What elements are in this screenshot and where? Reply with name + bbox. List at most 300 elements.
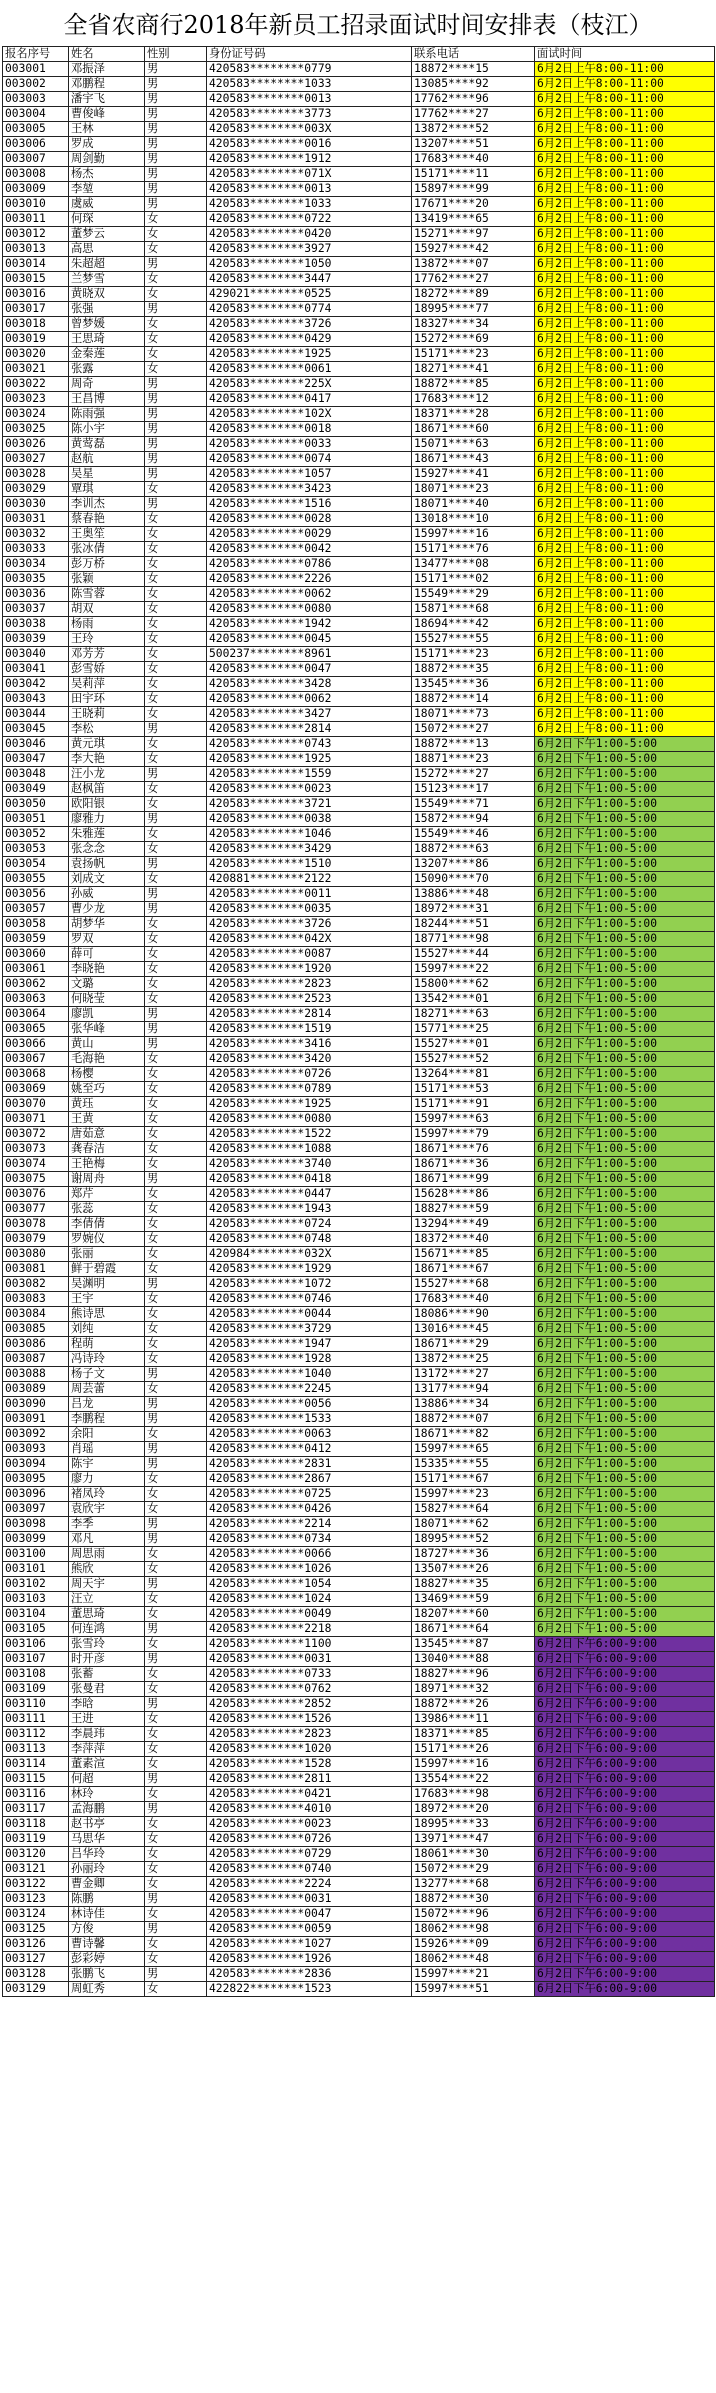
gender-cell: 女 — [145, 617, 207, 632]
id-cell: 003060 — [3, 947, 69, 962]
interview-time-cell: 6月2日上午8:00-11:00 — [535, 602, 715, 617]
id-number-cell: 420583********0074 — [207, 452, 412, 467]
name-cell: 周思雨 — [69, 1547, 145, 1562]
id-cell: 003124 — [3, 1907, 69, 1922]
name-cell: 吴莉萍 — [69, 677, 145, 692]
name-cell: 潘宇飞 — [69, 92, 145, 107]
id-cell: 003069 — [3, 1082, 69, 1097]
id-cell: 003119 — [3, 1832, 69, 1847]
table-row — [3, 1967, 715, 1982]
interview-time-cell: 6月2日上午8:00-11:00 — [535, 122, 715, 137]
id-number-cell: 420583********1516 — [207, 497, 412, 512]
name-cell: 张蓄 — [69, 1667, 145, 1682]
gender-cell: 女 — [145, 1757, 207, 1772]
table-row — [3, 797, 715, 812]
id-number-cell: 420583********0733 — [207, 1667, 412, 1682]
name-cell: 曹诗馨 — [69, 1937, 145, 1952]
id-cell: 003080 — [3, 1247, 69, 1262]
id-cell: 003127 — [3, 1952, 69, 1967]
gender-cell: 男 — [145, 1277, 207, 1292]
id-number-cell: 420583********3726 — [207, 917, 412, 932]
name-cell: 王宇 — [69, 1292, 145, 1307]
interview-time-cell: 6月2日下午1:00-5:00 — [535, 1517, 715, 1532]
id-number-cell: 420583********0033 — [207, 437, 412, 452]
id-number-cell: 420583********1024 — [207, 1592, 412, 1607]
id-cell: 003013 — [3, 242, 69, 257]
interview-time-cell: 6月2日上午8:00-11:00 — [535, 332, 715, 347]
id-cell: 003038 — [3, 617, 69, 632]
table-row — [3, 692, 715, 707]
name-cell: 杨樱 — [69, 1067, 145, 1082]
id-cell: 003020 — [3, 347, 69, 362]
gender-cell: 男 — [145, 902, 207, 917]
phone-cell: 13207****51 — [412, 137, 535, 152]
id-number-cell: 420583********2811 — [207, 1772, 412, 1787]
id-number-cell: 420583********1046 — [207, 827, 412, 842]
gender-cell: 男 — [145, 1397, 207, 1412]
id-number-cell: 420583********0779 — [207, 62, 412, 77]
id-cell: 003016 — [3, 287, 69, 302]
name-cell: 陈鹏 — [69, 1892, 145, 1907]
id-number-cell: 420583********0013 — [207, 182, 412, 197]
phone-cell: 15071****63 — [412, 437, 535, 452]
phone-cell: 18327****34 — [412, 317, 535, 332]
id-number-cell: 420583********1912 — [207, 152, 412, 167]
name-cell: 吴星 — [69, 467, 145, 482]
id-cell: 003036 — [3, 587, 69, 602]
name-cell: 张华峰 — [69, 1022, 145, 1037]
phone-cell: 18972****20 — [412, 1802, 535, 1817]
gender-cell: 男 — [145, 497, 207, 512]
table-row — [3, 812, 715, 827]
schedule-table — [2, 46, 715, 1997]
interview-time-cell: 6月2日上午8:00-11:00 — [535, 722, 715, 737]
name-cell: 张蕊 — [69, 1202, 145, 1217]
gender-cell: 男 — [145, 1517, 207, 1532]
name-cell: 黄珏 — [69, 1097, 145, 1112]
name-cell: 曹少龙 — [69, 902, 145, 917]
gender-cell: 女 — [145, 1427, 207, 1442]
interview-time-cell: 6月2日下午1:00-5:00 — [535, 1217, 715, 1232]
phone-cell: 13085****92 — [412, 77, 535, 92]
phone-cell: 13040****88 — [412, 1652, 535, 1667]
interview-time-cell: 6月2日下午6:00-9:00 — [535, 1637, 715, 1652]
id-number-cell: 420583********0059 — [207, 1922, 412, 1937]
interview-time-cell: 6月2日下午1:00-5:00 — [535, 752, 715, 767]
phone-cell: 15997****65 — [412, 1442, 535, 1457]
interview-time-cell: 6月2日下午1:00-5:00 — [535, 782, 715, 797]
phone-cell: 18671****29 — [412, 1337, 535, 1352]
id-cell: 003070 — [3, 1097, 69, 1112]
interview-time-cell: 6月2日上午8:00-11:00 — [535, 197, 715, 212]
interview-time-cell: 6月2日下午1:00-5:00 — [535, 1112, 715, 1127]
interview-time-cell: 6月2日下午1:00-5:00 — [535, 1337, 715, 1352]
name-cell: 张丽 — [69, 1247, 145, 1262]
table-row — [3, 1832, 715, 1847]
id-cell: 003011 — [3, 212, 69, 227]
table-row — [3, 512, 715, 527]
id-number-cell: 420583********3423 — [207, 482, 412, 497]
interview-time-cell: 6月2日上午8:00-11:00 — [535, 287, 715, 302]
phone-cell: 15335****55 — [412, 1457, 535, 1472]
gender-cell: 女 — [145, 917, 207, 932]
id-cell: 003029 — [3, 482, 69, 497]
name-cell: 周剑勤 — [69, 152, 145, 167]
table-row — [3, 422, 715, 437]
gender-cell: 女 — [145, 752, 207, 767]
id-number-cell: 420583********0056 — [207, 1397, 412, 1412]
table-row — [3, 1712, 715, 1727]
id-cell: 003120 — [3, 1847, 69, 1862]
table-header-row — [3, 47, 715, 62]
id-number-cell: 420583********0429 — [207, 332, 412, 347]
phone-cell: 18872****30 — [412, 1892, 535, 1907]
id-cell: 003008 — [3, 167, 69, 182]
name-cell: 李堃 — [69, 182, 145, 197]
table-row — [3, 647, 715, 662]
gender-cell: 女 — [145, 1637, 207, 1652]
gender-cell: 女 — [145, 1562, 207, 1577]
name-cell: 陈宇 — [69, 1457, 145, 1472]
name-cell: 何超 — [69, 1772, 145, 1787]
table-row — [3, 1262, 715, 1277]
table-row — [3, 542, 715, 557]
interview-time-cell: 6月2日下午1:00-5:00 — [535, 1082, 715, 1097]
name-cell: 董思琦 — [69, 1607, 145, 1622]
phone-cell: 13507****26 — [412, 1562, 535, 1577]
gender-cell: 女 — [145, 1787, 207, 1802]
table-row — [3, 1457, 715, 1472]
name-cell: 彭彩婷 — [69, 1952, 145, 1967]
phone-cell: 15090****70 — [412, 872, 535, 887]
name-cell: 王奥笙 — [69, 527, 145, 542]
interview-time-cell: 6月2日下午1:00-5:00 — [535, 902, 715, 917]
id-cell: 003095 — [3, 1472, 69, 1487]
name-cell: 孙丽玲 — [69, 1862, 145, 1877]
gender-cell: 男 — [145, 122, 207, 137]
gender-cell: 女 — [145, 992, 207, 1007]
id-cell: 003104 — [3, 1607, 69, 1622]
phone-cell: 13886****34 — [412, 1397, 535, 1412]
phone-cell: 13207****86 — [412, 857, 535, 872]
id-number-cell: 420583********3428 — [207, 677, 412, 692]
interview-time-cell: 6月2日上午8:00-11:00 — [535, 212, 715, 227]
id-number-cell: 420583********1925 — [207, 347, 412, 362]
interview-time-cell: 6月2日下午6:00-9:00 — [535, 1667, 715, 1682]
id-number-cell: 420583********1057 — [207, 467, 412, 482]
name-cell: 龚春洁 — [69, 1142, 145, 1157]
gender-cell: 女 — [145, 1862, 207, 1877]
name-cell: 李萍萍 — [69, 1742, 145, 1757]
table-row — [3, 737, 715, 752]
name-cell: 李季 — [69, 1517, 145, 1532]
table-row — [3, 1487, 715, 1502]
table-row — [3, 887, 715, 902]
phone-cell: 18671****64 — [412, 1622, 535, 1637]
id-cell: 003083 — [3, 1292, 69, 1307]
id-cell: 003088 — [3, 1367, 69, 1382]
gender-cell: 女 — [145, 827, 207, 842]
phone-cell: 18694****42 — [412, 617, 535, 632]
name-cell: 曹金卿 — [69, 1877, 145, 1892]
gender-cell: 男 — [145, 722, 207, 737]
gender-cell: 女 — [145, 1547, 207, 1562]
interview-time-cell: 6月2日下午6:00-9:00 — [535, 1877, 715, 1892]
gender-cell: 男 — [145, 1442, 207, 1457]
gender-cell: 女 — [145, 1382, 207, 1397]
table-row — [3, 1697, 715, 1712]
id-cell: 003014 — [3, 257, 69, 272]
phone-cell: 15671****85 — [412, 1247, 535, 1262]
phone-cell: 15997****23 — [412, 1487, 535, 1502]
id-number-cell: 420583********1928 — [207, 1352, 412, 1367]
phone-cell: 15926****09 — [412, 1937, 535, 1952]
interview-time-cell: 6月2日下午1:00-5:00 — [535, 1052, 715, 1067]
interview-time-cell: 6月2日下午6:00-9:00 — [535, 1712, 715, 1727]
interview-time-cell: 6月2日下午1:00-5:00 — [535, 1592, 715, 1607]
phone-cell: 15171****11 — [412, 167, 535, 182]
id-number-cell: 420583********2814 — [207, 1007, 412, 1022]
table-row — [3, 617, 715, 632]
interview-time-cell: 6月2日下午1:00-5:00 — [535, 1427, 715, 1442]
name-cell: 黄晓双 — [69, 287, 145, 302]
gender-cell: 男 — [145, 1967, 207, 1982]
phone-cell: 15171****26 — [412, 1742, 535, 1757]
table-row — [3, 1307, 715, 1322]
gender-cell: 女 — [145, 1142, 207, 1157]
interview-time-cell: 6月2日下午1:00-5:00 — [535, 1142, 715, 1157]
id-cell: 003117 — [3, 1802, 69, 1817]
id-number-cell: 420583********1100 — [207, 1637, 412, 1652]
interview-time-cell: 6月2日下午1:00-5:00 — [535, 1382, 715, 1397]
interview-time-cell: 6月2日下午1:00-5:00 — [535, 1397, 715, 1412]
table-row — [3, 1367, 715, 1382]
id-cell: 003044 — [3, 707, 69, 722]
id-number-cell: 420583********0426 — [207, 1502, 412, 1517]
gender-cell: 男 — [145, 92, 207, 107]
gender-cell: 男 — [145, 422, 207, 437]
id-number-cell: 420583********2823 — [207, 1727, 412, 1742]
phone-cell: 15072****27 — [412, 722, 535, 737]
name-cell: 虞威 — [69, 197, 145, 212]
id-cell: 003053 — [3, 842, 69, 857]
phone-cell: 15549****46 — [412, 827, 535, 842]
name-cell: 郑芹 — [69, 1187, 145, 1202]
id-number-cell: 420583********0789 — [207, 1082, 412, 1097]
id-cell: 003079 — [3, 1232, 69, 1247]
id-number-cell: 420583********0762 — [207, 1682, 412, 1697]
table-row — [3, 527, 715, 542]
gender-cell: 女 — [145, 1097, 207, 1112]
phone-cell: 13986****11 — [412, 1712, 535, 1727]
interview-time-cell: 6月2日下午1:00-5:00 — [535, 1022, 715, 1037]
id-number-cell: 420583********1054 — [207, 1577, 412, 1592]
name-cell: 毛海艳 — [69, 1052, 145, 1067]
gender-cell: 女 — [145, 1202, 207, 1217]
header-cell-interview-time: 面试时间 — [535, 47, 715, 62]
phone-cell: 15997****63 — [412, 1112, 535, 1127]
id-cell: 003002 — [3, 77, 69, 92]
table-row — [3, 1937, 715, 1952]
phone-cell: 13886****48 — [412, 887, 535, 902]
table-row — [3, 1982, 715, 1997]
table-row — [3, 632, 715, 647]
name-cell: 王昌博 — [69, 392, 145, 407]
name-cell: 罗婉仪 — [69, 1232, 145, 1247]
table-row — [3, 497, 715, 512]
name-cell: 何琛 — [69, 212, 145, 227]
id-number-cell: 420583********3429 — [207, 842, 412, 857]
interview-time-cell: 6月2日下午1:00-5:00 — [535, 1502, 715, 1517]
interview-time-cell: 6月2日上午8:00-11:00 — [535, 452, 715, 467]
id-number-cell: 420583********0023 — [207, 782, 412, 797]
id-number-cell: 420583********1088 — [207, 1142, 412, 1157]
id-number-cell: 420583********2214 — [207, 1517, 412, 1532]
gender-cell: 男 — [145, 467, 207, 482]
table-row — [3, 1682, 715, 1697]
name-cell: 赵枫笛 — [69, 782, 145, 797]
phone-cell: 18071****40 — [412, 497, 535, 512]
name-cell: 廖力 — [69, 1472, 145, 1487]
phone-cell: 18771****98 — [412, 932, 535, 947]
name-cell: 杨杰 — [69, 167, 145, 182]
gender-cell: 男 — [145, 1622, 207, 1637]
interview-time-cell: 6月2日上午8:00-11:00 — [535, 617, 715, 632]
name-cell: 冯诗玲 — [69, 1352, 145, 1367]
id-cell: 003066 — [3, 1037, 69, 1052]
table-row — [3, 1157, 715, 1172]
table-row — [3, 872, 715, 887]
gender-cell: 女 — [145, 1217, 207, 1232]
id-number-cell: 420583********0063 — [207, 1427, 412, 1442]
phone-cell: 13545****87 — [412, 1637, 535, 1652]
phone-cell: 15171****02 — [412, 572, 535, 587]
id-number-cell: 420583********1528 — [207, 1757, 412, 1772]
phone-cell: 18971****32 — [412, 1682, 535, 1697]
id-number-cell: 420583********102X — [207, 407, 412, 422]
id-number-cell: 420583********3427 — [207, 707, 412, 722]
id-number-cell: 420583********0724 — [207, 1217, 412, 1232]
id-number-cell: 420583********0412 — [207, 1442, 412, 1457]
phone-cell: 15272****69 — [412, 332, 535, 347]
id-cell: 003111 — [3, 1712, 69, 1727]
interview-time-cell: 6月2日下午1:00-5:00 — [535, 1532, 715, 1547]
id-cell: 003074 — [3, 1157, 69, 1172]
id-cell: 003032 — [3, 527, 69, 542]
interview-time-cell: 6月2日下午1:00-5:00 — [535, 767, 715, 782]
gender-cell: 男 — [145, 1772, 207, 1787]
gender-cell: 女 — [145, 782, 207, 797]
table-row — [3, 197, 715, 212]
table-row — [3, 722, 715, 737]
table-row — [3, 1847, 715, 1862]
gender-cell: 男 — [145, 407, 207, 422]
id-number-cell: 420583********3721 — [207, 797, 412, 812]
id-number-cell: 420583********0042 — [207, 542, 412, 557]
id-number-cell: 420583********2226 — [207, 572, 412, 587]
interview-time-cell: 6月2日上午8:00-11:00 — [535, 62, 715, 77]
interview-time-cell: 6月2日下午6:00-9:00 — [535, 1952, 715, 1967]
id-cell: 003009 — [3, 182, 69, 197]
phone-cell: 15628****86 — [412, 1187, 535, 1202]
gender-cell: 女 — [145, 557, 207, 572]
name-cell: 熊诗思 — [69, 1307, 145, 1322]
phone-cell: 13264****81 — [412, 1067, 535, 1082]
gender-cell: 男 — [145, 257, 207, 272]
phone-cell: 15171****53 — [412, 1082, 535, 1097]
interview-time-cell: 6月2日下午1:00-5:00 — [535, 737, 715, 752]
id-number-cell: 420583********0447 — [207, 1187, 412, 1202]
id-number-cell: 420583********0421 — [207, 1787, 412, 1802]
name-cell: 朱雅莲 — [69, 827, 145, 842]
id-number-cell: 420583********3773 — [207, 107, 412, 122]
id-cell: 003037 — [3, 602, 69, 617]
interview-time-cell: 6月2日上午8:00-11:00 — [535, 572, 715, 587]
id-number-cell: 420583********2814 — [207, 722, 412, 737]
id-number-cell: 420583********0743 — [207, 737, 412, 752]
id-cell: 003001 — [3, 62, 69, 77]
id-number-cell: 420583********1526 — [207, 1712, 412, 1727]
id-number-cell: 420583********1943 — [207, 1202, 412, 1217]
table-row — [3, 317, 715, 332]
interview-time-cell: 6月2日下午1:00-5:00 — [535, 1007, 715, 1022]
gender-cell: 男 — [145, 812, 207, 827]
interview-time-cell: 6月2日下午1:00-5:00 — [535, 1322, 715, 1337]
name-cell: 王进 — [69, 1712, 145, 1727]
interview-time-cell: 6月2日下午6:00-9:00 — [535, 1802, 715, 1817]
id-number-cell: 420583********1926 — [207, 1952, 412, 1967]
name-cell: 廖凯 — [69, 1007, 145, 1022]
phone-cell: 18872****26 — [412, 1697, 535, 1712]
phone-cell: 13872****07 — [412, 257, 535, 272]
name-cell: 余阳 — [69, 1427, 145, 1442]
table-row — [3, 1952, 715, 1967]
interview-time-cell: 6月2日下午6:00-9:00 — [535, 1922, 715, 1937]
name-cell: 汪小龙 — [69, 767, 145, 782]
gender-cell: 女 — [145, 947, 207, 962]
gender-cell: 女 — [145, 512, 207, 527]
id-cell: 003116 — [3, 1787, 69, 1802]
id-cell: 003071 — [3, 1112, 69, 1127]
gender-cell: 男 — [145, 452, 207, 467]
id-cell: 003089 — [3, 1382, 69, 1397]
id-number-cell: 420583********1040 — [207, 1367, 412, 1382]
id-number-cell: 422822********1523 — [207, 1982, 412, 1997]
name-cell: 李晗 — [69, 1697, 145, 1712]
id-number-cell: 420583********071X — [207, 167, 412, 182]
name-cell: 李大艳 — [69, 752, 145, 767]
interview-time-cell: 6月2日上午8:00-11:00 — [535, 317, 715, 332]
table-row — [3, 1592, 715, 1607]
table-row — [3, 1862, 715, 1877]
id-cell: 003010 — [3, 197, 69, 212]
table-row — [3, 1562, 715, 1577]
id-number-cell: 420583********2836 — [207, 1967, 412, 1982]
gender-cell: 女 — [145, 227, 207, 242]
name-cell: 吕龙 — [69, 1397, 145, 1412]
interview-time-cell: 6月2日下午6:00-9:00 — [535, 1742, 715, 1757]
id-number-cell: 420583********0016 — [207, 137, 412, 152]
interview-time-cell: 6月2日上午8:00-11:00 — [535, 557, 715, 572]
id-cell: 003115 — [3, 1772, 69, 1787]
interview-time-cell: 6月2日下午6:00-9:00 — [535, 1697, 715, 1712]
table-row — [3, 1037, 715, 1052]
id-cell: 003084 — [3, 1307, 69, 1322]
id-number-cell: 420583********2867 — [207, 1472, 412, 1487]
gender-cell: 男 — [145, 1457, 207, 1472]
table-row — [3, 932, 715, 947]
gender-cell: 女 — [145, 1127, 207, 1142]
